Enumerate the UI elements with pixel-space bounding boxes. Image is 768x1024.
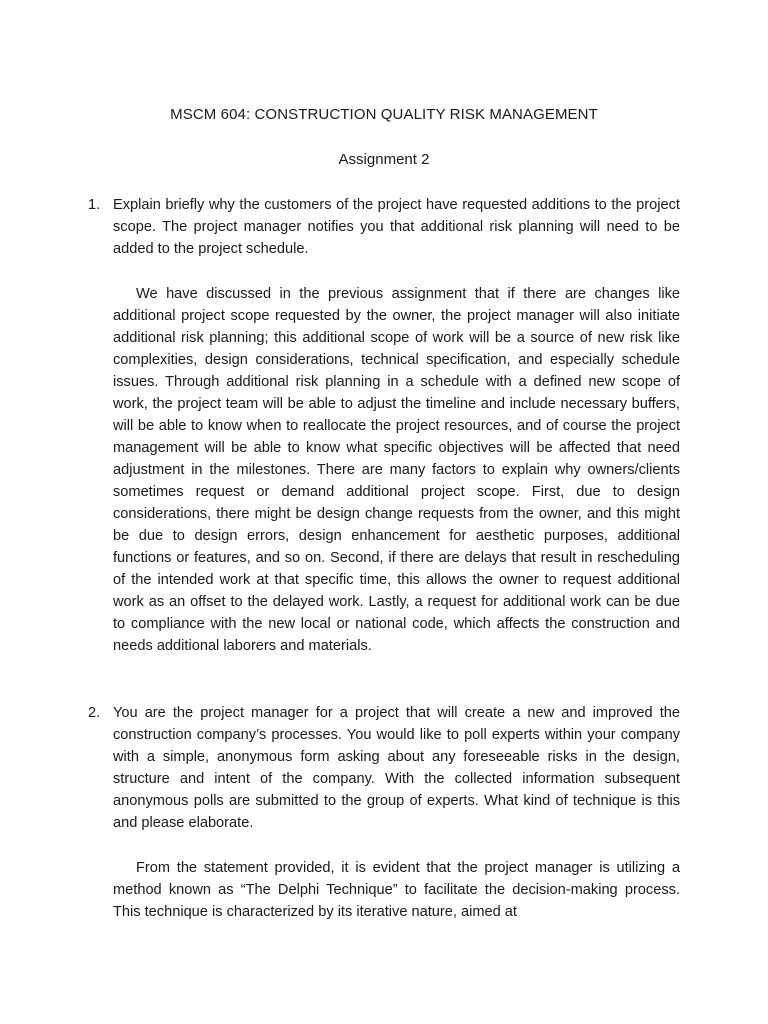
- question-2: [88, 702, 680, 834]
- question-number: 2.: [88, 705, 101, 721]
- assignment-heading: Assignment 2: [338, 151, 430, 168]
- question-number: 1.: [88, 197, 101, 213]
- answer-2: From the statement provided, it is evident that the project manager is utilizing a method known as “The Delphi Technique” to facilitate the decision-making process. This technique is characterized by its iterative nature, aimed at: [113, 860, 680, 920]
- answer-1: We have discussed in the previous assignment that if there are changes like additional project scope requested by the owner, the project manager will also initiate additional risk planning; this additional scope of work will be a source of new risk like complexities, design considerations, technical specification, and especially schedule issues. Through additional risk planning in a schedule with a defined new scope of work, the project team will be able to adjust the timeline and include necessary buffers, will be able to know when to reallocate the project resources, and of course the project management will be able to know what specific objectives will be affected that need adjustment in the milestones. There are many factors to explain why owners/clients sometimes request or demand additional project scope. First, due to design considerations, there might be design change requests from the owner, and this might be due to design errors, design enhancement for aesthetic purposes, additional functions or features, and so on. Second, if there are delays that result in rescheduling of the intended work at that specific time, this allows the owner to request additional work as an offset to the delayed work. Lastly, a request for additional work can be due to compliance with the new local or national code, which affects the construction and needs additional laborers and materials.: [113, 286, 680, 654]
- question-1: [88, 194, 680, 260]
- question-text: You are the project manager for a project that will create a new and improved the construction company’s processes. You would like to poll experts within your company with a simple, anonymous form asking about any foreseeable risks in the design, structure and intent of the company. With the collected information subsequent anonymous polls are submitted to the group of experts. What kind of technique is this and please elaborate.: [113, 705, 680, 831]
- question-text: Explain briefly why the customers of the project have requested additions to the project scope. The project manager notifies you that additional risk planning will need to be added to the project schedule.: [113, 197, 680, 257]
- document-title: MSCM 604: CONSTRUCTION QUALITY RISK MANAGEMENT: [170, 106, 598, 123]
